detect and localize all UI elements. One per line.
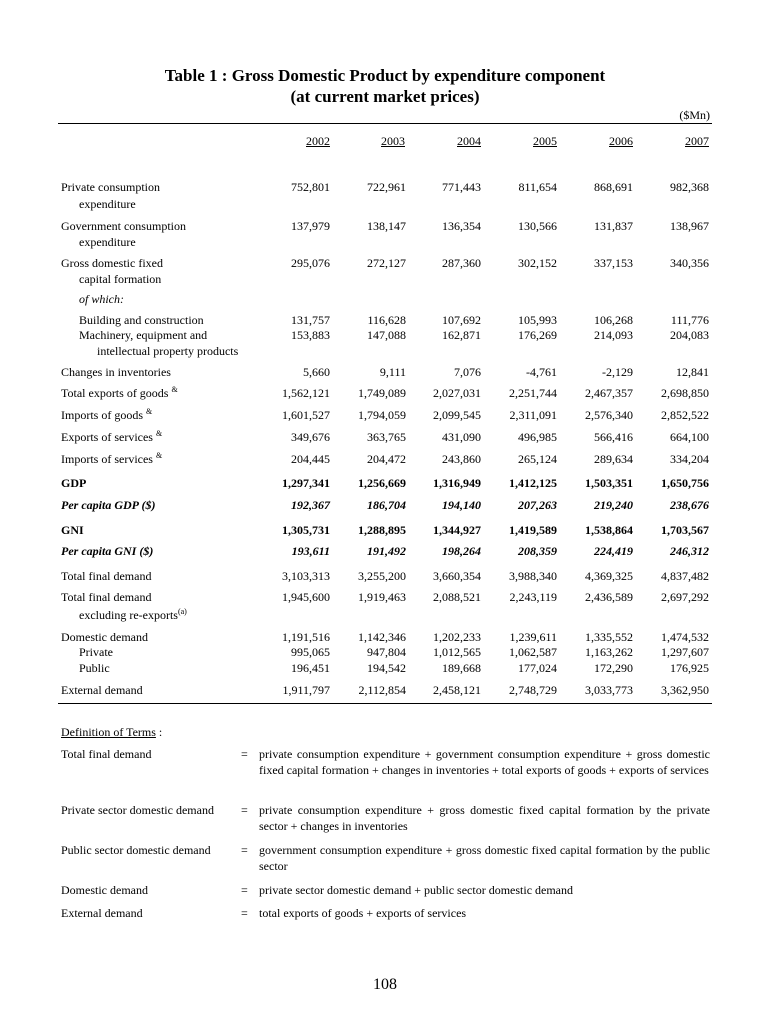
row-label: Total final demand <box>61 590 152 604</box>
row-label: Total exports of goods & <box>61 385 178 400</box>
table-cell: 136,354 <box>442 219 481 233</box>
table-cell: 363,765 <box>367 430 406 444</box>
table-cell: 1,256,669 <box>358 476 406 490</box>
table-cell: 2,748,729 <box>509 683 557 697</box>
table-cell: 4,369,325 <box>585 569 633 583</box>
row-label: Total final demand <box>61 569 152 583</box>
table-cell: 265,124 <box>518 452 557 466</box>
table-cell: 1,344,927 <box>433 523 481 537</box>
row-label: Private <box>79 645 113 659</box>
table-cell: 722,961 <box>367 180 406 194</box>
table-cell: 177,024 <box>518 661 557 675</box>
row-label: expenditure <box>79 235 136 249</box>
table-cell: 1,503,351 <box>585 476 633 490</box>
table-cell: 566,416 <box>594 430 633 444</box>
table-cell: 219,240 <box>594 498 633 512</box>
table-cell: 1,062,587 <box>509 645 557 659</box>
table-cell: 2,112,854 <box>358 683 406 697</box>
definition-term: Total final demand <box>61 747 152 761</box>
table-cell: 214,093 <box>594 328 633 342</box>
equals-sign: = <box>241 803 248 817</box>
table-cell: 1,945,600 <box>282 590 330 604</box>
table-cell: 7,076 <box>454 365 481 379</box>
row-label: excluding re-exports$^{(a)}$ <box>79 607 187 622</box>
table-cell: 287,360 <box>442 256 481 270</box>
row-label: Per capita GDP ($) <box>61 498 156 512</box>
row-label: Imports of goods & <box>61 407 153 422</box>
table-cell: 982,368 <box>670 180 709 194</box>
table-cell: 811,654 <box>518 180 557 194</box>
row-label: Machinery, equipment and <box>79 328 208 342</box>
table-cell: 1,919,463 <box>358 590 406 604</box>
table-cell: 496,985 <box>518 430 557 444</box>
table-cell: 2,243,119 <box>509 590 557 604</box>
table-cell: 138,967 <box>670 219 709 233</box>
definition-text: private consumption expenditure + government consumption expenditure + gross domestic fixed capital formation + changes in inventories + total exports of goods + exports of services <box>259 747 710 777</box>
definition-text: private sector domestic demand + public sector domestic demand <box>259 883 574 897</box>
row-label: Changes in inventories <box>61 365 171 379</box>
table-cell: 224,419 <box>594 544 633 558</box>
table-cell: 208,359 <box>518 544 557 558</box>
table-cell: 752,801 <box>291 180 330 194</box>
table-cell: 246,312 <box>670 544 709 558</box>
table-cell: 2,458,121 <box>433 683 481 697</box>
table-cell: 12,841 <box>676 365 709 379</box>
table-cell: 9,111 <box>379 365 406 379</box>
table-cell: -4,761 <box>526 365 557 379</box>
year-header: 2005 <box>533 134 557 148</box>
table-cell: 191,492 <box>367 544 406 558</box>
row-label: Private consumption <box>61 180 160 194</box>
table-cell: 2,852,522 <box>661 408 709 422</box>
table-cell: 194,542 <box>367 661 406 675</box>
row-label: of which: <box>79 292 124 306</box>
table-cell: 1,562,121 <box>282 386 330 400</box>
table-cell: 1,012,565 <box>433 645 481 659</box>
table-title: Table 1 : Gross Domestic Product by expenditure component <box>164 66 606 85</box>
row-label: External demand <box>61 683 143 697</box>
row-label: GNI <box>61 523 84 537</box>
table-cell: 302,152 <box>518 256 557 270</box>
table-cell: 176,269 <box>518 328 557 342</box>
table-cell: 1,412,125 <box>509 476 557 490</box>
table-cell: 1,142,346 <box>358 630 406 644</box>
table-cell: 204,083 <box>670 328 709 342</box>
table-cell: 243,860 <box>442 452 481 466</box>
table-cell: 138,147 <box>367 219 406 233</box>
table-cell: 272,127 <box>367 256 406 270</box>
table-cell: 1,419,589 <box>509 523 557 537</box>
table-cell: 116,628 <box>367 313 406 327</box>
year-header: 2006 <box>609 134 633 148</box>
row-label: capital formation <box>79 272 162 286</box>
table-cell: 193,611 <box>291 544 330 558</box>
table-cell: 1,297,341 <box>282 476 330 490</box>
definition-term: Private sector domestic demand <box>61 803 214 817</box>
table-cell: 1,703,567 <box>661 523 709 537</box>
row-label: Government consumption <box>61 219 186 233</box>
table-cell: 238,676 <box>670 498 709 512</box>
table-cell: 1,650,756 <box>661 476 709 490</box>
table-cell: 1,335,552 <box>585 630 633 644</box>
table-cell: 1,749,089 <box>358 386 406 400</box>
table-cell: 105,993 <box>518 313 557 327</box>
table-cell: 340,356 <box>670 256 709 270</box>
row-label: Building and construction <box>79 313 204 327</box>
top-rule <box>58 123 712 124</box>
table-cell: 2,436,589 <box>585 590 633 604</box>
table-cell: 2,576,340 <box>585 408 633 422</box>
equals-sign: = <box>241 747 248 761</box>
table-cell: 334,204 <box>670 452 709 466</box>
table-cell: 2,027,031 <box>433 386 481 400</box>
table-cell: 198,264 <box>442 544 481 558</box>
unit-label: ($Mn) <box>679 108 710 122</box>
row-label: Domestic demand <box>61 630 148 644</box>
table-cell: 192,367 <box>291 498 330 512</box>
row-label: GDP <box>61 476 87 490</box>
table-cell: 2,311,091 <box>509 408 557 422</box>
table-cell: 4,837,482 <box>661 569 709 583</box>
table-cell: 3,255,200 <box>358 569 406 583</box>
definition-text: total exports of goods + exports of services <box>259 906 467 920</box>
row-label: intellectual property products <box>97 344 239 358</box>
table-cell: 1,163,262 <box>585 645 633 659</box>
table-cell: 947,804 <box>367 645 406 659</box>
definition-term: Public sector domestic demand <box>61 843 211 857</box>
year-header: 2007 <box>685 134 709 148</box>
table-cell: 1,239,611 <box>509 630 557 644</box>
row-label: Per capita GNI ($) <box>61 544 154 558</box>
row-label: Exports of services & <box>61 429 163 444</box>
table-cell: 1,305,731 <box>282 523 330 537</box>
table-cell: 1,911,797 <box>282 683 330 697</box>
table-cell: 2,697,292 <box>661 590 709 604</box>
table-cell: 186,704 <box>367 498 406 512</box>
definition-term: Domestic demand <box>61 883 148 897</box>
table-cell: 137,979 <box>291 219 330 233</box>
table-cell: 1,794,059 <box>358 408 406 422</box>
table-cell: 1,538,864 <box>585 523 633 537</box>
table-cell: 3,103,313 <box>282 569 330 583</box>
equals-sign: = <box>241 883 248 897</box>
table-cell: -2,129 <box>602 365 633 379</box>
table-cell: 2,088,521 <box>433 590 481 604</box>
table-cell: 2,467,357 <box>585 386 633 400</box>
table-cell: 3,660,354 <box>433 569 481 583</box>
table-cell: 204,445 <box>291 452 330 466</box>
table-cell: 111,776 <box>670 313 709 327</box>
table-cell: 337,153 <box>594 256 633 270</box>
table-cell: 176,925 <box>670 661 709 675</box>
table-cell: 172,290 <box>594 661 633 675</box>
table-cell: 1,601,527 <box>282 408 330 422</box>
table-cell: 1,191,516 <box>282 630 330 644</box>
table-cell: 431,090 <box>442 430 481 444</box>
table-cell: 2,251,744 <box>509 386 557 400</box>
table-cell: 130,566 <box>518 219 557 233</box>
table-cell: 106,268 <box>594 313 633 327</box>
definition-text: private consumption expenditure + gross domestic fixed capital formation by the private sector + changes in inventories <box>259 803 710 833</box>
row-label: Public <box>79 661 110 675</box>
definition-text: government consumption expenditure + gross domestic fixed capital formation by the public sector <box>259 843 710 873</box>
table-subtitle: (at current market prices) <box>290 87 480 106</box>
table-cell: 664,100 <box>670 430 709 444</box>
table-cell: 349,676 <box>291 430 330 444</box>
row-label: expenditure <box>79 197 136 211</box>
table-cell: 194,140 <box>442 498 481 512</box>
year-header: 2002 <box>306 134 330 148</box>
table-cell: 2,099,545 <box>433 408 481 422</box>
definitions-heading: Definition of Terms : <box>61 725 163 739</box>
table-cell: 1,202,233 <box>433 630 481 644</box>
table-cell: 189,668 <box>442 661 481 675</box>
bottom-rule <box>58 703 712 704</box>
equals-sign: = <box>241 906 248 920</box>
table-cell: 131,837 <box>594 219 633 233</box>
table-cell: 204,472 <box>367 452 406 466</box>
table-cell: 289,634 <box>594 452 633 466</box>
table-cell: 207,263 <box>518 498 557 512</box>
table-cell: 1,474,532 <box>661 630 709 644</box>
page-number: 108 <box>373 976 397 993</box>
table-cell: 995,065 <box>291 645 330 659</box>
table-cell: 295,076 <box>291 256 330 270</box>
equals-sign: = <box>241 843 248 857</box>
table-cell: 153,883 <box>291 328 330 342</box>
definition-term: External demand <box>61 906 143 920</box>
table-cell: 147,088 <box>367 328 406 342</box>
table-cell: 107,692 <box>442 313 481 327</box>
row-label: Gross domestic fixed <box>61 256 163 270</box>
table-cell: 3,033,773 <box>585 683 633 697</box>
table-cell: 1,297,607 <box>661 645 709 659</box>
table-cell: 131,757 <box>291 313 330 327</box>
table-cell: 1,288,895 <box>358 523 406 537</box>
table-cell: 771,443 <box>442 180 481 194</box>
year-header: 2003 <box>381 134 405 148</box>
table-cell: 3,988,340 <box>509 569 557 583</box>
table-cell: 2,698,850 <box>661 386 709 400</box>
table-cell: 3,362,950 <box>661 683 709 697</box>
table-cell: 1,316,949 <box>433 476 481 490</box>
table-cell: 162,871 <box>442 328 481 342</box>
row-label: Imports of services & <box>61 451 163 466</box>
table-cell: 5,660 <box>303 365 330 379</box>
table-cell: 196,451 <box>291 661 330 675</box>
year-header: 2004 <box>457 134 481 148</box>
table-cell: 868,691 <box>594 180 633 194</box>
